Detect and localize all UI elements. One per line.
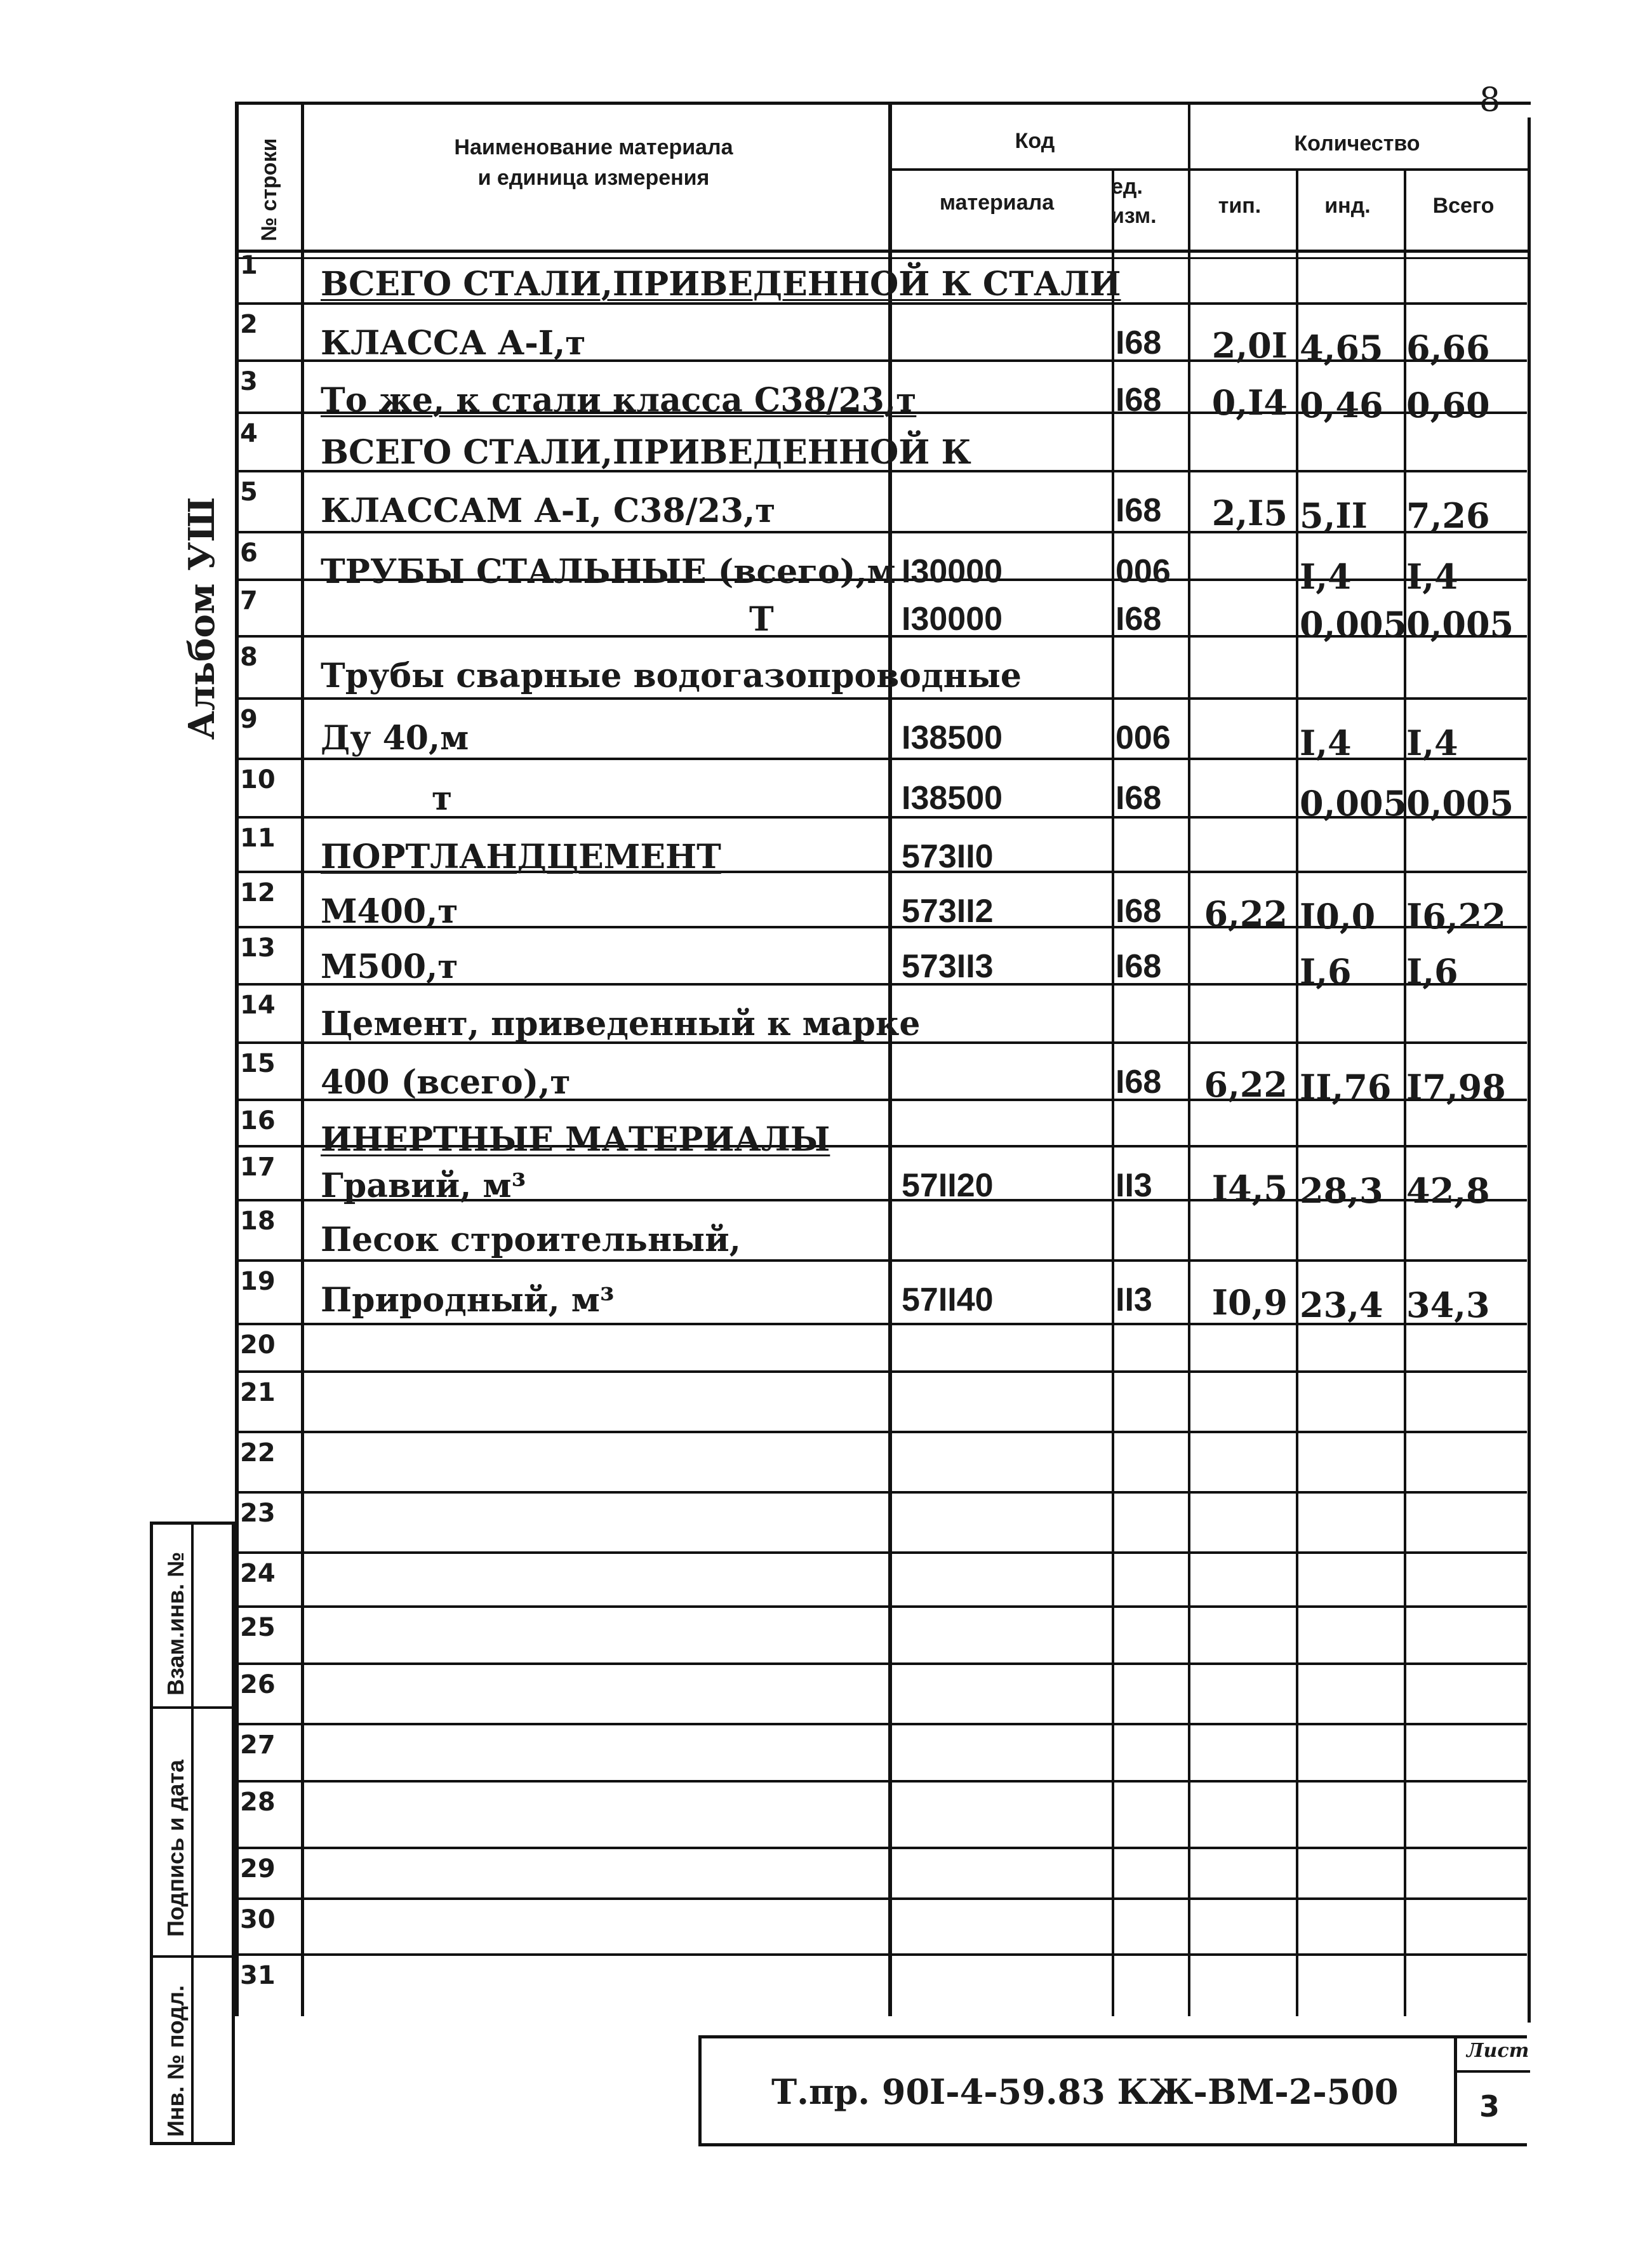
row-number: 31 bbox=[240, 1961, 276, 1990]
header-double-rule bbox=[239, 257, 1531, 259]
qty-ind: 4,65 bbox=[1300, 328, 1383, 368]
row-number: 15 bbox=[240, 1049, 276, 1078]
side-inventory-label: Инв. № подл. bbox=[163, 1985, 189, 2137]
qty-total: I,4 bbox=[1406, 556, 1458, 597]
qty-typ: 0,I4 bbox=[1211, 382, 1288, 423]
material-code: 573II3 bbox=[902, 948, 994, 985]
material-name: Гравий, м³ bbox=[321, 1167, 526, 1205]
row-number: 11 bbox=[240, 824, 276, 853]
header-row-number: № строки bbox=[257, 138, 281, 241]
material-name: Природный, м³ bbox=[321, 1281, 615, 1320]
qty-ind: II,76 bbox=[1300, 1067, 1392, 1107]
material-code: 57II20 bbox=[902, 1167, 994, 1204]
row-rule bbox=[235, 1897, 1527, 1900]
material-name: Цемент, приведенный к марке bbox=[321, 1005, 921, 1043]
qty-total: 34,3 bbox=[1406, 1285, 1490, 1325]
material-name: М400,т bbox=[321, 892, 458, 931]
qty-ind: 0,005 bbox=[1300, 604, 1408, 645]
row-number: 26 bbox=[240, 1670, 276, 1699]
unit-code: I68 bbox=[1116, 492, 1162, 529]
header-code-material: материала bbox=[939, 191, 1055, 215]
qty-total: 6,66 bbox=[1406, 328, 1490, 368]
qty-ind: 0,005 bbox=[1300, 783, 1408, 824]
qty-typ: I0,9 bbox=[1211, 1282, 1288, 1323]
unit-code: I68 bbox=[1116, 780, 1162, 817]
material-name: То же, к стали класса С38/23,т bbox=[321, 381, 917, 420]
row-rule bbox=[235, 1605, 1527, 1608]
material-code: 57II40 bbox=[902, 1281, 994, 1318]
header-unit-line2: изм. bbox=[1111, 204, 1157, 228]
header-unit-line1: ед. bbox=[1111, 175, 1143, 199]
unit-code: I68 bbox=[1116, 601, 1162, 638]
material-code: I30000 bbox=[902, 553, 1003, 590]
qty-total: I,6 bbox=[1406, 951, 1458, 992]
material-name: Ду 40,м bbox=[321, 719, 469, 758]
qty-ind: I,4 bbox=[1300, 723, 1352, 763]
material-name: КЛАССАМ А-I, С38/23,т bbox=[321, 492, 776, 530]
row-number: 14 bbox=[240, 991, 276, 1020]
unit-code: 006 bbox=[1116, 553, 1171, 590]
qty-typ: I4,5 bbox=[1211, 1168, 1288, 1208]
qty-typ: 6,22 bbox=[1204, 893, 1288, 934]
qty-ind: I0,0 bbox=[1300, 896, 1376, 937]
unit-code: 006 bbox=[1116, 719, 1171, 756]
material-name: ПОРТЛАНДЦЕМЕНТ bbox=[321, 838, 721, 876]
material-code: 573II0 bbox=[902, 838, 994, 875]
unit-code: I68 bbox=[1116, 324, 1162, 361]
row-number: 2 bbox=[240, 310, 258, 339]
qty-ind: 5,II bbox=[1300, 495, 1368, 536]
material-code: I30000 bbox=[902, 601, 1003, 638]
row-rule bbox=[235, 1847, 1527, 1849]
header-quantity: Количество bbox=[1294, 131, 1420, 156]
material-name: Песок строительный, bbox=[321, 1221, 741, 1259]
page-number: 8 bbox=[1479, 81, 1501, 119]
row-number: 10 bbox=[240, 765, 276, 794]
sheet-label: Лист bbox=[1467, 2040, 1529, 2062]
row-number: 29 bbox=[240, 1854, 276, 1883]
row-rule bbox=[235, 697, 1527, 700]
unit-code: I68 bbox=[1116, 893, 1162, 930]
row-rule bbox=[235, 1723, 1527, 1725]
material-name: Трубы сварные водогазопроводные bbox=[321, 657, 1022, 695]
row-number: 19 bbox=[240, 1267, 276, 1296]
row-rule bbox=[235, 1370, 1527, 1373]
qty-total: I6,22 bbox=[1406, 896, 1506, 937]
material-name: 400 (всего),т bbox=[321, 1063, 571, 1102]
row-number: 25 bbox=[240, 1613, 276, 1642]
row-number: 5 bbox=[240, 478, 258, 507]
material-code: 573II2 bbox=[902, 893, 994, 930]
qty-ind: I,6 bbox=[1300, 951, 1352, 992]
row-number: 13 bbox=[240, 933, 276, 963]
side-signature-label: Подпись и дата bbox=[163, 1760, 189, 1937]
qty-total: I7,98 bbox=[1406, 1067, 1506, 1107]
header-bottom-rule bbox=[239, 250, 1531, 253]
qty-total: 0,005 bbox=[1406, 604, 1514, 645]
unit-code: I68 bbox=[1116, 948, 1162, 985]
row-number: 22 bbox=[240, 1438, 276, 1468]
side-replaced-label: Взам.инв. № bbox=[163, 1551, 189, 1696]
header-name-line2: и единица измерения bbox=[477, 166, 710, 190]
header-code: Код bbox=[1015, 129, 1055, 153]
qty-typ: 2,0I bbox=[1211, 325, 1288, 366]
material-name: ИНЕРТНЫЕ МАТЕРИАЛЫ bbox=[321, 1120, 830, 1159]
qty-total: 7,26 bbox=[1406, 495, 1490, 536]
row-number: 21 bbox=[240, 1378, 276, 1407]
row-number: 17 bbox=[240, 1153, 276, 1182]
qty-typ: 6,22 bbox=[1204, 1064, 1288, 1105]
album-label: Альбом УШ bbox=[181, 497, 223, 740]
header-qty-typ: тип. bbox=[1218, 194, 1262, 218]
material-name: ВСЕГО СТАЛИ,ПРИВЕДЕННОЙ К СТАЛИ bbox=[321, 265, 1121, 304]
qty-ind: 28,3 bbox=[1300, 1170, 1383, 1211]
header-qty-ind: инд. bbox=[1324, 194, 1371, 218]
qty-total: 0,60 bbox=[1406, 385, 1490, 425]
row-number: 16 bbox=[240, 1106, 276, 1135]
row-rule bbox=[235, 1662, 1527, 1665]
row-rule bbox=[235, 1431, 1527, 1433]
row-rule bbox=[235, 1551, 1527, 1554]
row-rule bbox=[235, 1780, 1527, 1783]
col-rule-rowno bbox=[301, 105, 304, 2016]
qty-total: I,4 bbox=[1406, 723, 1458, 763]
row-rule bbox=[235, 1953, 1527, 1956]
header-qty-total: Всего bbox=[1432, 194, 1495, 218]
qty-ind: 0,46 bbox=[1300, 385, 1383, 425]
material-code: I38500 bbox=[902, 780, 1003, 817]
row-number: 4 bbox=[240, 419, 258, 448]
row-number: 9 bbox=[240, 705, 258, 734]
row-rule bbox=[235, 1491, 1527, 1494]
row-number: 30 bbox=[240, 1905, 276, 1934]
material-name: ТРУБЫ СТАЛЬНЫЕ (всего),м bbox=[321, 552, 896, 591]
row-number: 23 bbox=[240, 1499, 276, 1528]
material-code: I38500 bbox=[902, 719, 1003, 756]
qty-total: 42,8 bbox=[1406, 1170, 1490, 1211]
unit-code: I68 bbox=[1116, 1064, 1162, 1100]
qty-total: 0,005 bbox=[1406, 783, 1514, 824]
sheet-number: 3 bbox=[1479, 2089, 1500, 2124]
row-rule bbox=[235, 1259, 1527, 1262]
material-name: т bbox=[432, 779, 453, 818]
unit-code: II3 bbox=[1116, 1167, 1152, 1204]
row-number: 20 bbox=[240, 1330, 276, 1360]
material-name: ВСЕГО СТАЛИ,ПРИВЕДЕННОЙ К bbox=[321, 433, 971, 472]
qty-ind: I,4 bbox=[1300, 556, 1352, 597]
col-rule-material bbox=[1112, 168, 1114, 2016]
material-name: М500,т bbox=[321, 947, 458, 986]
col-rule-unit bbox=[1188, 105, 1190, 2016]
row-number: 7 bbox=[240, 586, 258, 615]
row-number: 8 bbox=[240, 643, 258, 672]
unit-code: II3 bbox=[1116, 1281, 1152, 1318]
document-designation: Т.пр. 90I-4-59.83 КЖ-ВМ-2-500 bbox=[771, 2071, 1399, 2112]
row-number: 6 bbox=[240, 539, 258, 568]
header-subrule bbox=[888, 168, 1531, 171]
col-rule-right bbox=[1528, 117, 1531, 2023]
row-number: 28 bbox=[240, 1788, 276, 1817]
row-number: 18 bbox=[240, 1207, 276, 1236]
material-name: Т bbox=[749, 600, 774, 639]
unit-code: I68 bbox=[1116, 382, 1162, 418]
row-number: 24 bbox=[240, 1559, 276, 1588]
row-number: 3 bbox=[240, 367, 258, 396]
row-number: 12 bbox=[240, 878, 276, 907]
qty-ind: 23,4 bbox=[1300, 1285, 1383, 1325]
row-number: 27 bbox=[240, 1730, 276, 1760]
col-rule-typ bbox=[1296, 168, 1298, 2016]
row-number: 1 bbox=[240, 251, 258, 280]
header-name-line1: Наименование материала bbox=[454, 135, 733, 159]
qty-typ: 2,I5 bbox=[1211, 493, 1288, 533]
material-name: КЛАССА А-I,т bbox=[321, 324, 586, 363]
